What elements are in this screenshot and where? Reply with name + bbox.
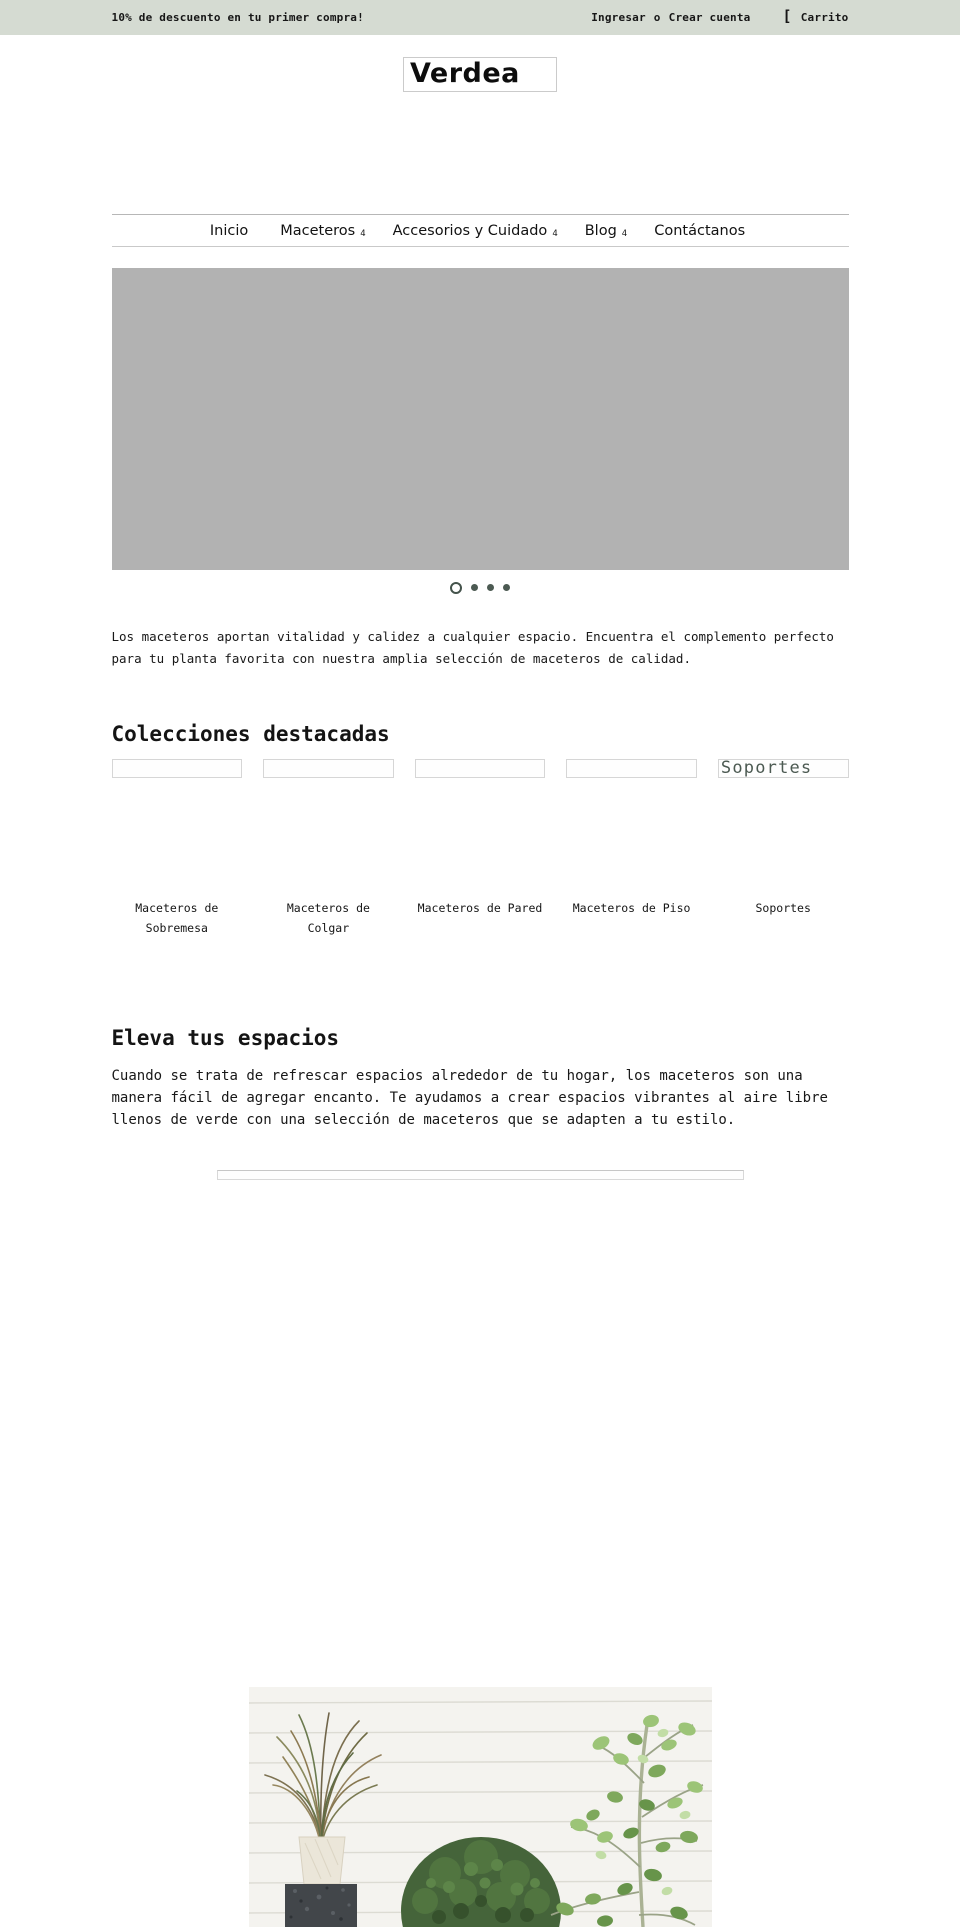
collection-image-placeholder[interactable] [415,759,546,778]
collection-card [112,759,243,938]
banner-image-placeholder [217,1170,744,1180]
collection-card [718,759,849,938]
feature-title: Eleva tus espacios [111,1026,340,1050]
nav-item-blog[interactable]: Blog 4 [584,222,628,239]
lifestyle-photo [249,1687,712,1927]
nav-item-contactanos[interactable]: Contáctanos [654,222,746,239]
cart-label: Carrito [800,11,849,24]
hero-carousel [112,268,849,570]
nav-item-accesorios-y-cuidado[interactable]: Accesorios y Cuidado 4 [392,222,558,239]
collection-image-placeholder[interactable] [566,759,697,778]
intro-paragraph: Los maceteros aportan vitalidad y calidez a cualquier espacio. Encuentra el complemento perfecto para tu planta favorita con nuestra amplia selección de maceteros de calidad. [111,629,834,666]
collections-title: Colecciones destacadas [111,722,390,746]
nav-item-inicio[interactable]: Inicio [209,222,249,239]
cart-icon: [ [782,7,792,25]
plants-photo-illustration [249,1687,712,1927]
nav-item-maceteros[interactable]: Maceteros 4 [280,222,366,239]
carousel-dots [0,582,960,593]
dropdown-marker-icon: 4 [360,228,366,239]
announcement-bar [0,0,960,35]
collection-card [566,759,697,938]
collection-link-label[interactable]: Maceteros de Pared [417,901,543,915]
collection-link-label[interactable]: Maceteros de Sobremesa [135,901,219,935]
collection-card [263,759,394,938]
collections-grid [112,759,849,938]
carousel-dot[interactable] [471,584,478,591]
store-logo[interactable]: Verdea [403,57,557,92]
header [0,57,960,96]
collection-link-label[interactable]: Maceteros de Colgar [286,901,370,935]
collection-image-placeholder[interactable]: Soportes [718,759,849,778]
dropdown-marker-icon: 4 [552,228,558,239]
collection-image-placeholder[interactable] [263,759,394,778]
login-link[interactable]: Ingresar [591,11,646,24]
collection-link-label[interactable]: Soportes [755,901,811,915]
collection-link-label[interactable]: Maceteros de Piso [572,901,691,915]
register-link[interactable]: Crear cuenta [668,11,751,24]
main-nav [112,214,849,247]
collection-image-placeholder[interactable] [112,759,243,778]
carousel-dot[interactable] [487,584,494,591]
collection-card [415,759,546,938]
dropdown-marker-icon: 4 [621,228,628,239]
login-separator: o [653,11,661,24]
feature-paragraph: Cuando se trata de refrescar espacios alrededor de tu hogar, los maceteros son una manera fácil de agregar encanto. Te ayudamos a crear espacios vibrantes al aire libre llenos de verde con una selección de maceteros que se adapten a tu estilo. [111,1068,828,1128]
cart-link[interactable] [782,7,849,25]
promo-text: 10% de descuento en tu primer compra! [111,11,364,24]
carousel-dot[interactable] [450,582,462,594]
carousel-dot[interactable] [503,584,510,591]
